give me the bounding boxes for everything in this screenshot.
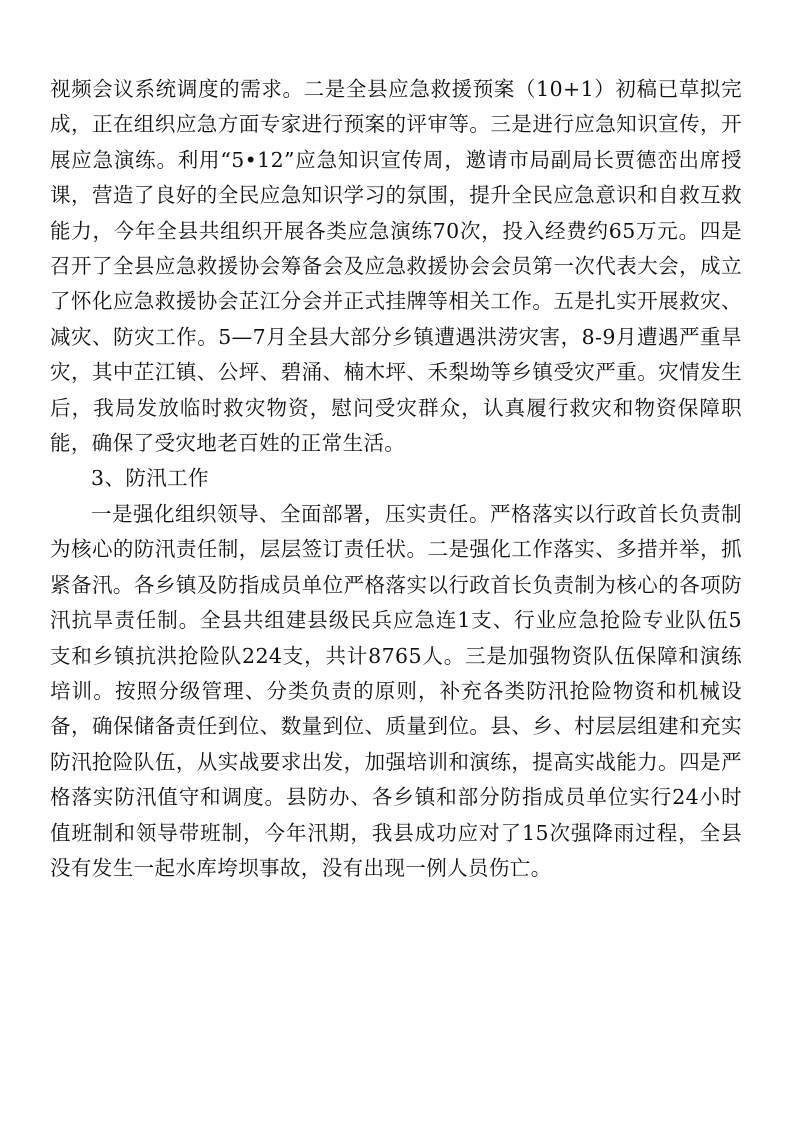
paragraph-flood-control: 一是强化组织领导、全面部署，压实责任。严格落实以行政首长负责制为核心的防汛责任制，层层签订责任状。二是强化工作落实、多措并举，抓紧备汛。各乡镇及防指成员单位严格落实以行政首长负责制为核心的各项防汛抗旱责任制。全县共组建县级民兵应急连1支、行业应急抢险专业队伍5支和乡镇抗洪抢险队224支，共计8765人。三是加强物资队伍保障和演练培训。按照分级管理、分类负责的原则，补充各类防汛抢险物资和机械设备，确保储备责任到位、数量到位、质量到位。县、乡、村层层组建和充实防汛抢险队伍，从实战要求出发，加强培训和演练，提高实战能力。四是严格落实防汛值守和调度。县防办、各乡镇和部分防指成员单位实行24小时值班制和领导带班制，今年汛期，我县成功应对了15次强降雨过程，全县没有发生一起水库垮坝事故，没有出现一例人员伤亡。 [50,501,742,880]
document-body [50,72,742,886]
paragraph-emergency-work: 视频会议系统调度的需求。二是全县应急救援预案（10+1）初稿已草拟完成，正在组织应急方面专家进行预案的评审等。三是进行应急知识宣传，开展应急演练。利用“5•12”应急知识宣传周，邀请市局副局长贾德峦出席授课，营造了良好的全民应急知识学习的氛围，提升全民应急意识和自救互救能力，今年全县共组织开展各类应急演练70次，投入经费约65万元。四是召开了全县应急救援协会筹备会及应急救援协会会员第一次代表大会，成立了怀化应急救援协会芷江分会并正式挂牌等相关工作。五是扎实开展救灾、减灾、防灾工作。5—7月全县大部分乡镇遭遇洪涝灾害，8-9月遭遇严重旱灾，其中芷江镇、公坪、碧涌、楠木坪、禾梨坳等乡镇受灾严重。灾情发生后，我局发放临时救灾物资，慰问受灾群众，认真履行救灾和物资保障职能，确保了受灾地老百姓的正常生活。 [50,77,742,456]
section-heading-flood-control: 3、防汛工作 [91,466,209,491]
